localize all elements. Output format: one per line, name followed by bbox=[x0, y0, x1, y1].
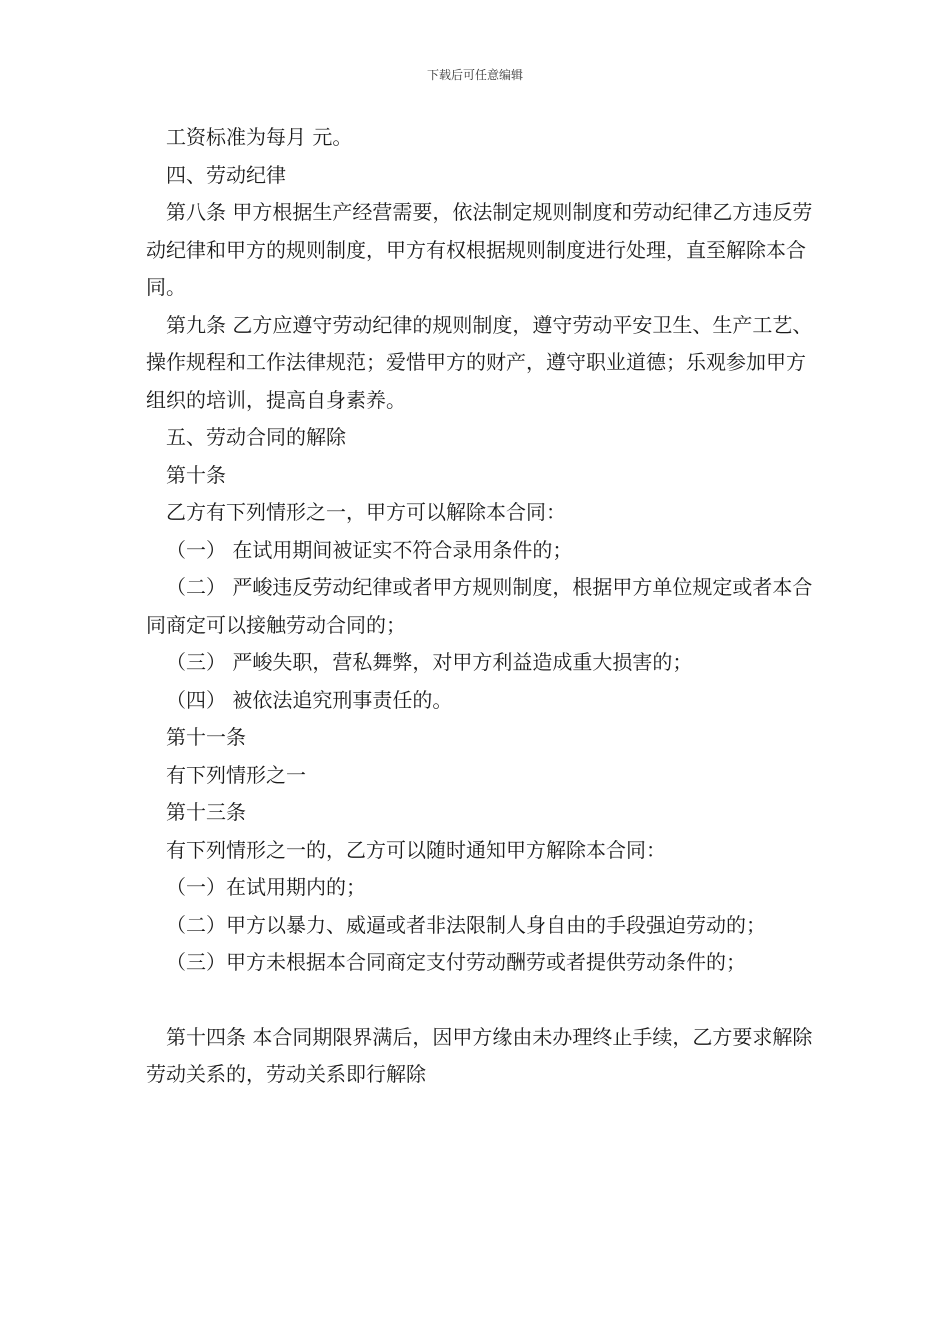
paragraph-salary: 工资标准为每月 元。 bbox=[166, 125, 353, 149]
article-10-item-2: （二） 严峻违反劳动纪律或者甲方规则制度，根据甲方单位规定或者本合同商定可以接触劳动合同的； bbox=[146, 575, 813, 637]
document-body bbox=[146, 119, 814, 1094]
page-header: 下载后可任意编辑 bbox=[426, 68, 523, 82]
article-13-item-2: （二）甲方以暴力、威逼或者非法限制人身自由的手段强迫劳动的； bbox=[166, 912, 766, 937]
article-13-intro: 有下列情形之一的，乙方可以随时通知甲方解除本合同： bbox=[166, 837, 666, 862]
article-13-item-3: （三）甲方未根据本合同商定支付劳动酬劳或者提供劳动条件的； bbox=[166, 950, 746, 974]
article-13-item-1: （一）在试用期内的； bbox=[166, 875, 366, 899]
section-heading-labor-discipline: 四、劳动纪律 bbox=[166, 162, 286, 187]
article-10-item-3: （三） 严峻失职，营私舞弊，对甲方利益造成重大损害的； bbox=[166, 650, 693, 674]
article-10-item-1: （一） 在试用期间被证实不符合录用条件的； bbox=[166, 537, 573, 562]
article-11-title: 第十一条 bbox=[166, 725, 246, 749]
article-10-title: 第十条 bbox=[166, 462, 226, 487]
article-11-intro: 有下列情形之一 bbox=[166, 762, 306, 787]
article-9: 第九条 乙方应遵守劳动纪律的规则制度，遵守劳动平安卫生、生产工艺、操作规程和工作法律规范；爱惜甲方的财产，遵守职业道德；乐观参加甲方组织的培训，提高自身素养。 bbox=[146, 312, 813, 412]
article-13-title: 第十三条 bbox=[166, 800, 246, 824]
article-10-item-4: （四） 被依法追究刑事责任的。 bbox=[166, 687, 453, 712]
article-10-intro: 乙方有下列情形之一，甲方可以解除本合同： bbox=[166, 500, 566, 524]
article-14: 第十四条 本合同期限界满后，因甲方缘由未办理终止手续，乙方要求解除劳动关系的，劳动关系即行解除 bbox=[146, 1024, 813, 1086]
article-8: 第八条 甲方根据生产经营需要，依法制定规则制度和劳动纪律乙方违反劳动纪律和甲方的规则制度，甲方有权根据规则制度进行处理，直至解除本合同。 bbox=[146, 200, 813, 299]
section-heading-termination: 五、劳动合同的解除 bbox=[166, 425, 346, 449]
